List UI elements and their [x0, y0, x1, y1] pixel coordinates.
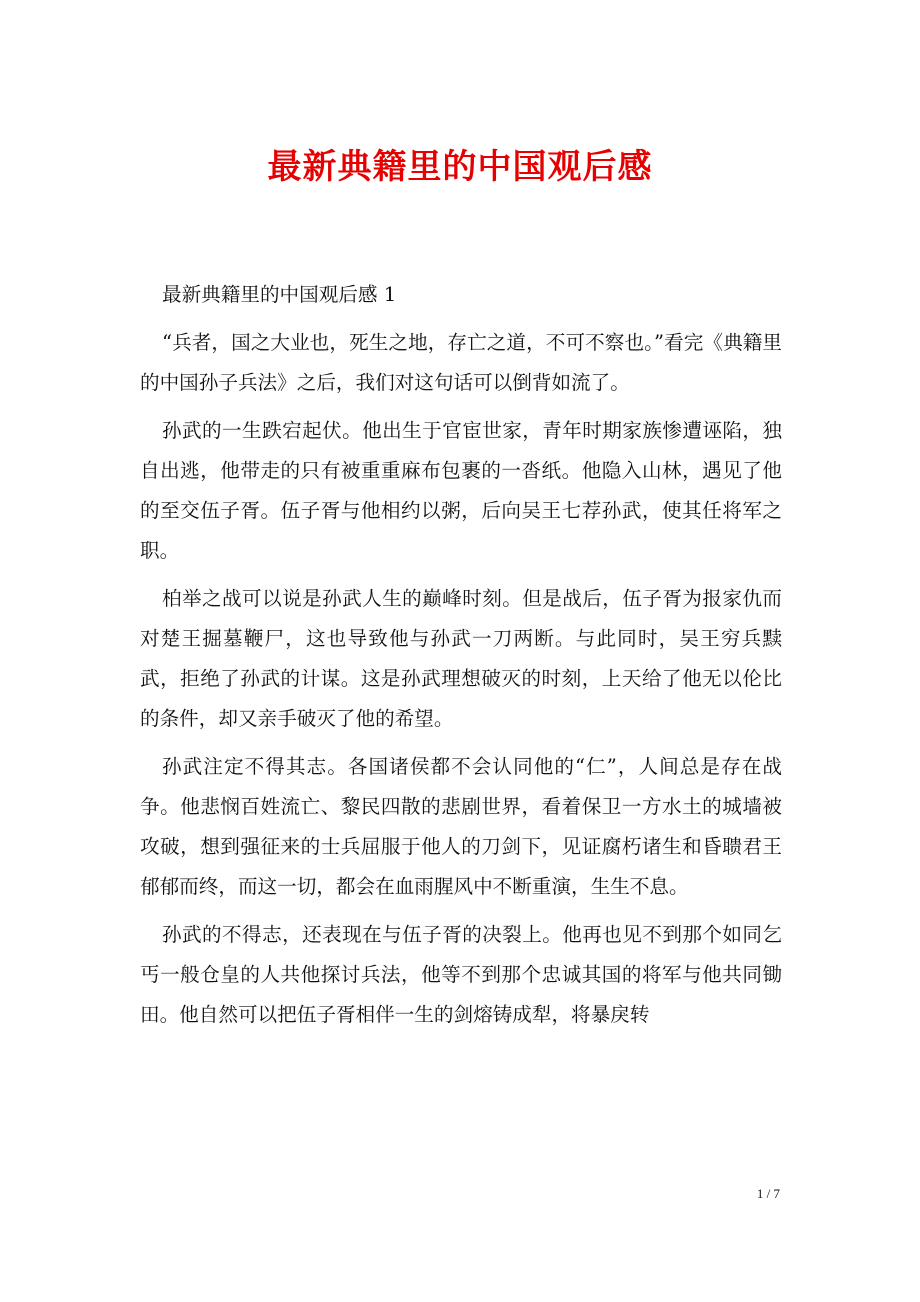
paragraph-2: 孙武的一生跌宕起伏。他出生于官宦世家，青年时期家族惨遭诬陷，独自出逃，他带走的只有被重重麻布包裹的一沓纸。他隐入山林，遇见了他的至交伍子胥。伍子胥与他相约以粥，后向吴王七荐孙武，使其任将军之职。 [140, 419, 782, 562]
paragraph-5: 孙武的不得志，还表现在与伍子胥的决裂上。他再也见不到那个如同乞丐一般仓皇的人共他探讨兵法，他等不到那个忠诚其国的将军与他共同锄田。他自然可以把伍子胥相伴一生的剑熔铸成犁，将暴戾转 [140, 923, 782, 1026]
paragraph-1: “兵者，国之大业也，死生之地，存亡之道，不可不察也。”看完《典籍里的中国孙子兵法》之后，我们对这句话可以倒背如流了。 [140, 331, 782, 394]
section-heading: 最新典籍里的中国观后感 1 [162, 283, 397, 306]
paragraph-3: 柏举之战可以说是孙武人生的巅峰时刻。但是战后，伍子胥为报家仇而对楚王掘墓鞭尸，这也导致他与孙武一刀两断。与此同时，吴王穷兵黩武，拒绝了孙武的计谋。这是孙武理想破灭的时刻，上天给了他无以伦比的条件，却又亲手破灭了他的希望。 [140, 587, 782, 730]
document-title: 最新典籍里的中国观后感 [267, 147, 653, 187]
page-number: 1 / 7 [756, 1186, 780, 1201]
document-body [140, 275, 782, 1043]
paragraph-4: 孙武注定不得其志。各国诸侯都不会认同他的“仁”，人间总是存在战争。他悲悯百姓流亡、黎民四散的悲剧世界，看着保卫一方水土的城墙被攻破，想到强征来的士兵屈服于他人的刀剑下，见证腐朽诸生和昏聩君王郁郁而终，而这一切，都会在血雨腥风中不断重演，生生不息。 [140, 755, 782, 898]
